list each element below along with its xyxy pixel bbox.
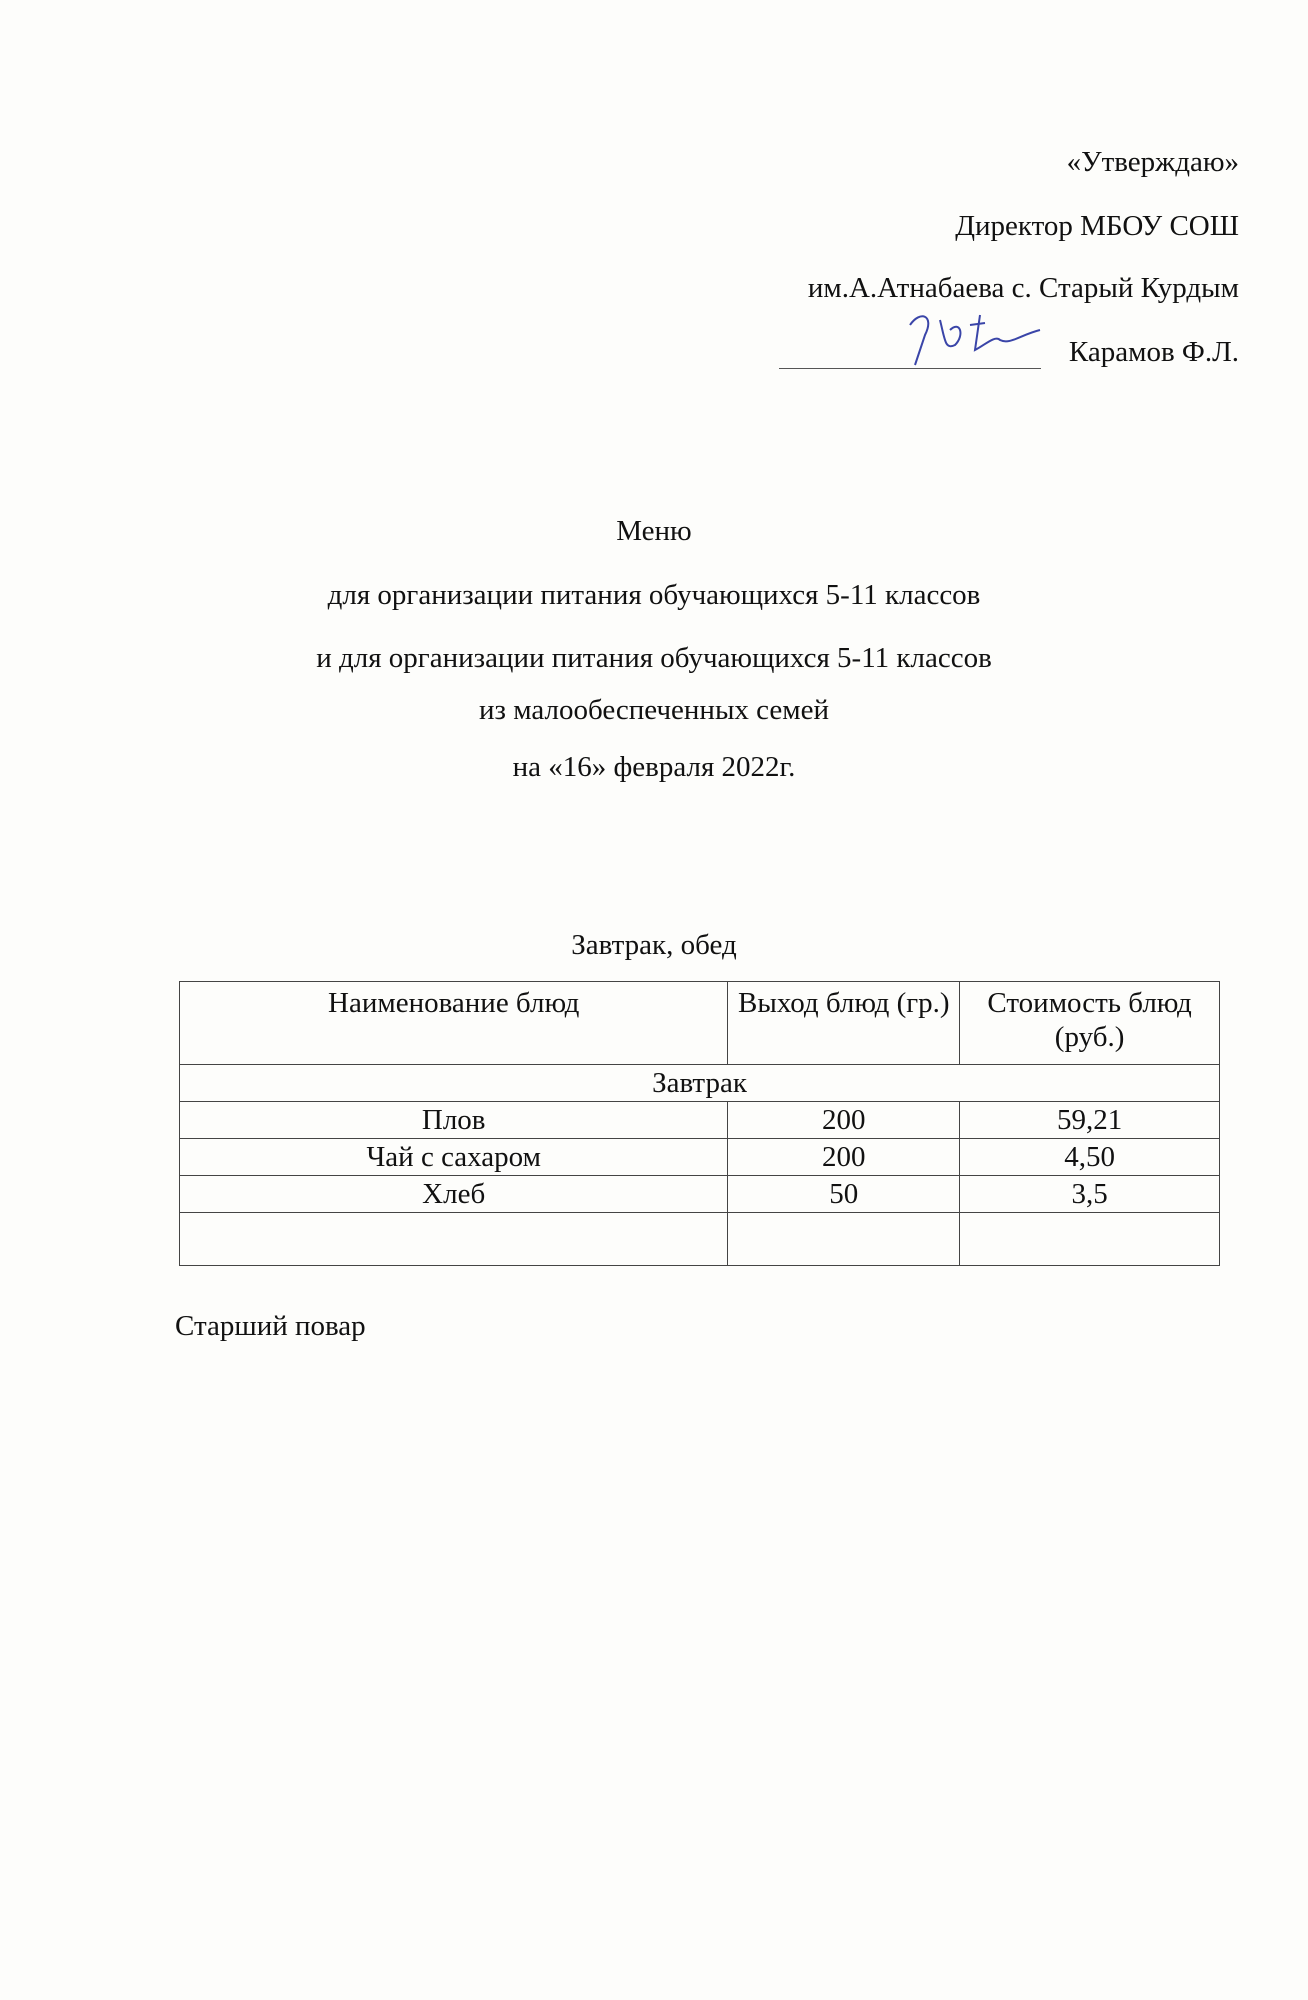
dish-portion: 50 xyxy=(728,1176,960,1213)
table-row xyxy=(180,1139,1220,1176)
approval-stamp: «Утверждаю» xyxy=(1066,146,1239,178)
dish-cost xyxy=(960,1213,1220,1266)
dish-name: Хлеб xyxy=(180,1176,728,1213)
approval-position: Директор МБОУ СОШ xyxy=(955,210,1239,242)
approval-signatory: Карамов Ф.Л. xyxy=(1068,336,1239,368)
title-date: на «16» февраля 2022г. xyxy=(512,751,796,783)
header-portion: Выход блюд (гр.) xyxy=(728,982,960,1065)
meal-label: Завтрак, обед xyxy=(571,929,737,961)
header-cost: Стоимость блюд (руб.) xyxy=(960,982,1220,1065)
header-dish-name: Наименование блюд xyxy=(180,982,728,1065)
menu-table xyxy=(179,981,1220,1266)
approval-school: им.А.Атнабаева с. Старый Курдым xyxy=(807,272,1239,304)
dish-name xyxy=(180,1213,728,1266)
section-breakfast: Завтрак xyxy=(180,1065,1220,1102)
table-row xyxy=(180,1176,1220,1213)
dish-cost: 4,50 xyxy=(960,1139,1220,1176)
senior-cook-label: Старший повар xyxy=(175,1310,366,1342)
table-row xyxy=(180,1102,1220,1139)
handwritten-signature xyxy=(900,305,1050,370)
title-line-1: для организации питания обучающихся 5-11 классов xyxy=(327,579,981,611)
title-line-3: из малообеспеченных семей xyxy=(478,694,830,726)
dish-portion: 200 xyxy=(728,1102,960,1139)
dish-name: Плов xyxy=(180,1102,728,1139)
title-line-2: и для организации питания обучающихся 5-11 классов xyxy=(316,642,992,674)
table-row-empty xyxy=(180,1213,1220,1266)
dish-portion xyxy=(728,1213,960,1266)
table-header-row xyxy=(180,982,1220,1065)
dish-name: Чай с сахаром xyxy=(180,1139,728,1176)
dish-cost: 3,5 xyxy=(960,1176,1220,1213)
dish-cost: 59,21 xyxy=(960,1102,1220,1139)
dish-portion: 200 xyxy=(728,1139,960,1176)
section-row xyxy=(180,1065,1220,1102)
page-title: Меню xyxy=(616,515,692,547)
